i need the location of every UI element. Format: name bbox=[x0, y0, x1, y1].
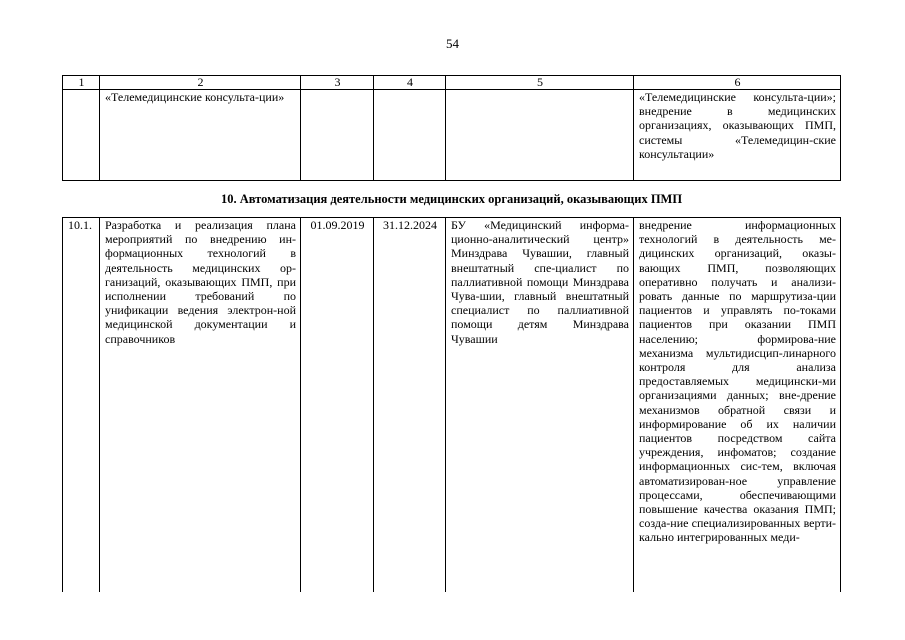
header-cell: 3 bbox=[301, 76, 374, 90]
header-cell: 1 bbox=[63, 76, 100, 90]
measures-table bbox=[62, 75, 841, 592]
empty-cell bbox=[374, 90, 446, 181]
result-cell: внедрение информационных технологий в деятельность ме-дицинских организаций, оказы-вающих ПМП, позволяющих оперативно получать и анализи-ровать данные по маршрутиза-ции пациентов и управлять по-токами пациентов при оказании ПМП населению; формирова-ние механизма мультидисцип-линарного контроля для анализа предоставляемых медицински-ми организациями данных; вне-дрение механизмов обратной связи и информирование об их наличии пациентов посредством сайта учреждения, инфоматов; создание информационных сис-тем, включая автоматизирован-ное управление процессами, обеспечивающими повышение качества оказания ПМП; созда-ние специализированных верти-кально интегрированных меди- bbox=[634, 218, 841, 593]
header-cell: 4 bbox=[374, 76, 446, 90]
action-cell: Разработка и реализация плана мероприятий по внедрению ин-формационных технологий в деятельность медицинских ор-ганизаций, оказывающих ПМП, при исполнении требований по унификации ведения электрон-ной медицинской документации и справочников bbox=[100, 218, 301, 593]
end-date-cell: 31.12.2024 bbox=[374, 218, 446, 593]
empty-cell bbox=[63, 90, 100, 181]
section-title: 10. Автоматизация деятельности медицинских организаций, оказывающих ПМП bbox=[63, 181, 841, 218]
empty-cell bbox=[301, 90, 374, 181]
section-heading-row bbox=[63, 181, 841, 218]
continuation-result-cell: «Телемедицинские консульта-ции»; внедрение в медицинских организациях, оказывающих ПМП, системы «Телемедицин-ские консультации» bbox=[634, 90, 841, 181]
table-row bbox=[63, 218, 841, 593]
page-number: 54 bbox=[446, 36, 459, 51]
responsible-cell: БУ «Медицинский информа-ционно-аналитический центр» Минздрава Чувашии, главный внештатный спе-циалист по паллиативной помощи Минздрава Чува-шии, главный внештатный специалист по паллиативной помощи детям Минздрава Чувашии bbox=[446, 218, 634, 593]
continuation-action-cell: «Телемедицинские консульта-ции» bbox=[100, 90, 301, 181]
header-cell: 2 bbox=[100, 76, 301, 90]
start-date-cell: 01.09.2019 bbox=[301, 218, 374, 593]
header-cell: 6 bbox=[634, 76, 841, 90]
row-number-cell: 10.1. bbox=[63, 218, 100, 593]
empty-cell bbox=[446, 90, 634, 181]
table-header-row bbox=[63, 76, 841, 90]
header-cell: 5 bbox=[446, 76, 634, 90]
continuation-row bbox=[63, 90, 841, 181]
